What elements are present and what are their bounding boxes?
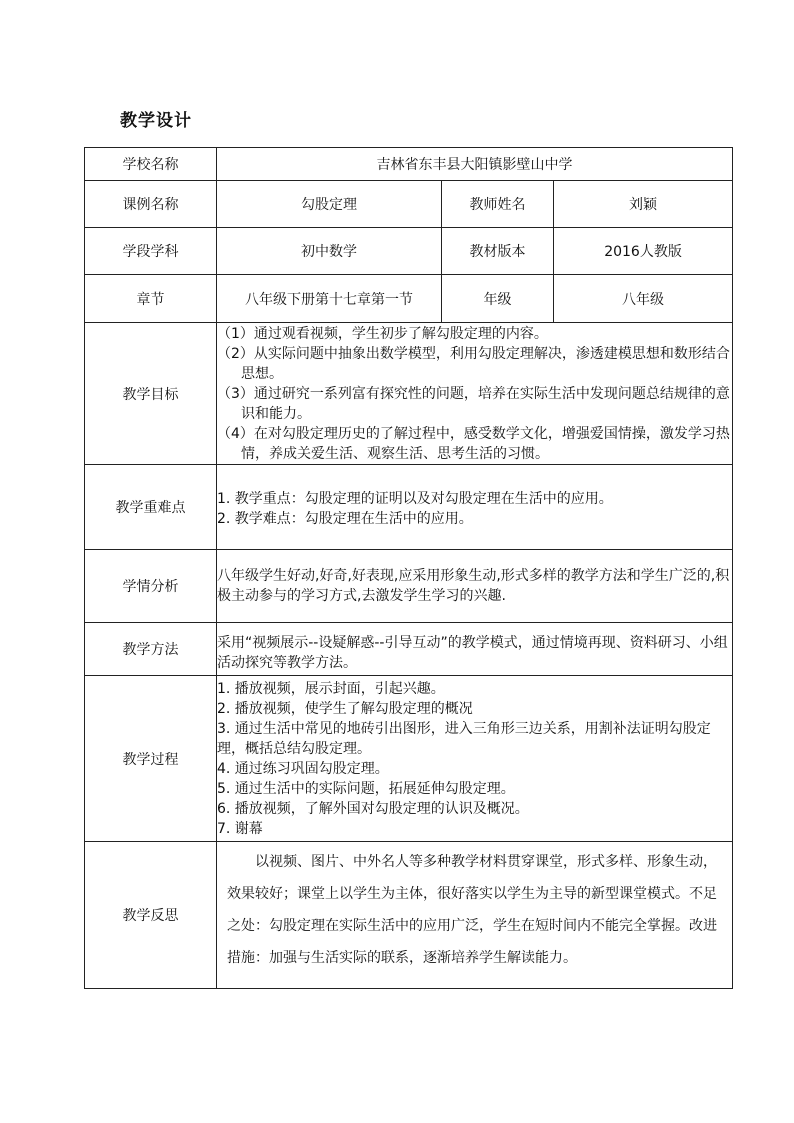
row-analysis (85, 550, 733, 623)
document-title: 教学设计 (120, 111, 192, 131)
row-subject (85, 228, 733, 275)
process-content (217, 676, 733, 842)
row-chapter (85, 275, 733, 323)
school-value: 吉林省东丰县大阳镇影壁山中学 (217, 148, 733, 181)
row-method (85, 623, 733, 676)
method-text: 采用“视频展示--设疑解惑--引导互动”的教学模式，通过情境再现、资料研习、小组活动探究等教学方法。 (217, 623, 733, 676)
subject-value: 初中数学 (217, 228, 442, 275)
goals-content (217, 323, 733, 465)
goals-label: 教学目标 (85, 323, 217, 465)
row-goals (85, 323, 733, 465)
row-reflection (85, 842, 733, 989)
key-points-label: 教学重难点 (85, 465, 217, 550)
key-points-content (217, 465, 733, 550)
school-label: 学校名称 (85, 148, 217, 181)
analysis-text: 八年级学生好动,好奇,好表现,应采用形象生动,形式多样的教学方法和学生广泛的,积极主动参与的学习方式,去激发学生学习的兴趣. (217, 550, 733, 623)
reflection-cell (217, 842, 733, 989)
process-step: 7. 谢幕 (217, 820, 263, 837)
goal-item: （1）通过观看视频，学生初步了解勾股定理的内容。 (217, 325, 548, 342)
chapter-label: 章节 (85, 275, 217, 323)
lesson-label: 课例名称 (85, 181, 217, 228)
row-lesson (85, 181, 733, 228)
process-step: 5. 通过生活中的实际问题，拓展延伸勾股定理。 (217, 780, 515, 797)
process-step: 4. 通过练习巩固勾股定理。 (217, 760, 389, 777)
process-step: 2. 播放视频，使学生了解勾股定理的概况 (217, 700, 473, 717)
lesson-value: 勾股定理 (217, 181, 442, 228)
process-step: 6. 播放视频，了解外国对勾股定理的认识及概况。 (217, 800, 529, 817)
row-school (85, 148, 733, 181)
key-point-item: 2. 教学难点：勾股定理在生活中的应用。 (217, 511, 473, 527)
process-step: 3. 通过生活中常见的地砖引出图形，进入三角形三边关系，用割补法证明勾股定理，概括总结勾股定理。 (217, 720, 711, 757)
analysis-label: 学情分析 (85, 550, 217, 623)
reflection-text: 以视频、图片、中外名人等多种教学材料贯穿课堂，形式多样、形象生动，效果较好；课堂上以学生为主体，很好落实以学生为主导的新型课堂模式。不足之处：勾股定理在实际生活中的应用广泛，学生在短时间内不能完全掌握。改进措施：加强与生活实际的联系，逐渐培养学生解读能力。 (227, 854, 717, 966)
goal-item: （3）通过研究一系列富有探究性的问题，培养在实际生活中发现问题总结规律的意识和能力。 (217, 385, 730, 422)
teacher-label: 教师姓名 (442, 181, 554, 228)
teacher-value: 刘颖 (554, 181, 733, 228)
row-key-points (85, 465, 733, 550)
goal-item: （4）在对勾股定理历史的了解过程中，感受数学文化，增强爱国情操，激发学习热情，养成关爱生活、观察生活、思考生活的习惯。 (217, 425, 730, 462)
method-label: 教学方法 (85, 623, 217, 676)
process-step: 1. 播放视频，展示封面，引起兴趣。 (217, 680, 445, 697)
edition-label: 教材版本 (442, 228, 554, 275)
lesson-design-table (84, 147, 733, 989)
grade-label: 年级 (442, 275, 554, 323)
edition-value: 2016人教版 (554, 228, 733, 275)
row-process (85, 676, 733, 842)
subject-label: 学段学科 (85, 228, 217, 275)
chapter-value: 八年级下册第十七章第一节 (217, 275, 442, 323)
process-label: 教学过程 (85, 676, 217, 842)
reflection-label: 教学反思 (85, 842, 217, 989)
key-point-item: 1. 教学重点：勾股定理的证明以及对勾股定理在生活中的应用。 (217, 491, 613, 507)
goal-item: （2）从实际问题中抽象出数学模型，利用勾股定理解决，渗透建模思想和数形结合思想。 (217, 345, 730, 382)
grade-value: 八年级 (554, 275, 733, 323)
